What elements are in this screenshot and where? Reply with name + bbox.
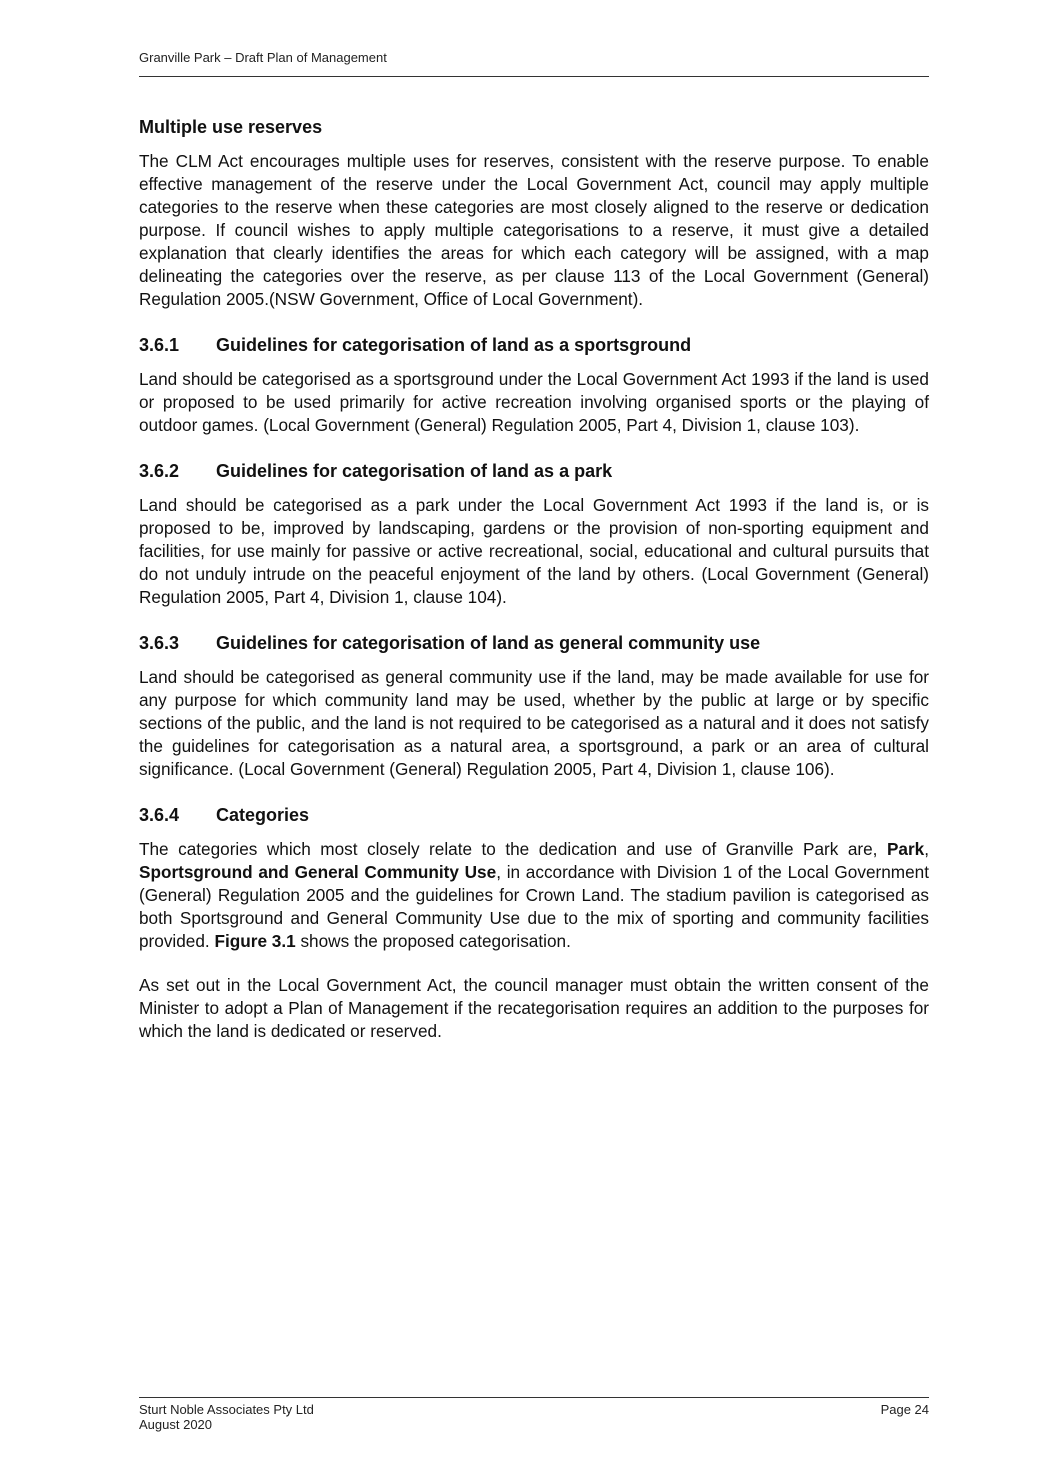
section-number: 3.6.3 (139, 633, 180, 653)
section-heading-3-6-2 (139, 458, 929, 484)
section-title: Categories (216, 805, 310, 825)
community-use-paragraph: Land should be categorised as general community use if the land, may be made available for use for any purpose for which community land may be used, whether by the public at large or by specific sections of the public, and the land is not required to be categorised as a natural and it does not satisfy the guidelines for categorisation as a natural area, a sportsground, a park or an area of cultural significance. (Local Government (General) Regulation 2005, Part 4, Division 1, clause 106). (139, 667, 929, 779)
header-divider (139, 76, 929, 77)
section-heading-3-6-4 (139, 802, 929, 828)
footer-divider (139, 1397, 929, 1398)
section-heading-3-6-1 (139, 332, 929, 358)
footer-company: Sturt Noble Associates Pty Ltd (139, 1402, 314, 1417)
section-number: 3.6.4 (139, 805, 180, 825)
section-number: 3.6.2 (139, 461, 180, 481)
sportsground-paragraph: Land should be categorised as a sportsground under the Local Government Act 1993 if the land is used or proposed to be used primarily for active recreation involving organised sports or the playing of outdoor games. (Local Government (General) Regulation 2005, Part 4, Division 1, clause 103). (139, 369, 929, 435)
footer-left (139, 1402, 314, 1432)
section-title: Guidelines for categorisation of land as a park (216, 461, 613, 481)
park-category-label: Park (886, 839, 925, 859)
minister-consent-paragraph: As set out in the Local Government Act, the council manager must obtain the written consent of the Minister to adopt a Plan of Management if the recategorisation requires an addition to the purposes for which the land is dedicated or reserved. (139, 975, 929, 1041)
section-title: Guidelines for categorisation of land as general community use (216, 633, 761, 653)
categories-end-text: shows the proposed categorisation. (295, 931, 571, 951)
page-content (139, 114, 929, 1064)
multiple-use-paragraph: The CLM Act encourages multiple uses for reserves, consistent with the reserve purpose. To enable effective management of the reserve under the Local Government Act, council may apply multiple categories to the reserve when these categories are most closely aligned to the reserve or dedication purpose. If council wishes to apply multiple categorisations to a reserve, it must give a detailed explanation that clearly identifies the areas for which each category will be assigned, with a map delineating the categories over the reserve, as per clause 113 of the Local Government (General) Regulation 2005.(NSW Government, Office of Local Government). (139, 151, 929, 309)
park-paragraph: Land should be categorised as a park under the Local Government Act 1993 if the land is, or is proposed to be, improved by landscaping, gardens or the provision of non-sporting equipment and facilities, for use mainly for passive or active recreational, social, educational and cultural pursuits that do not unduly intrude on the peaceful enjoyment of the land by others. (Local Government (General) Regulation 2005, Part 4, Division 1, clause 104). (139, 495, 929, 607)
categories-paragraph (139, 838, 929, 953)
multiple-use-heading: Multiple use reserves (139, 117, 323, 137)
section-heading-3-6-3 (139, 630, 929, 656)
sportsground-community-label: Sportsground and General Community Use (139, 862, 497, 882)
page-number: Page 24 (880, 1402, 929, 1417)
footer-date: August 2020 (139, 1417, 213, 1432)
categories-intro-text: The categories which most closely relate to the dedication and use of Granville Park are, (139, 839, 887, 859)
figure-reference: Figure 3.1 (214, 931, 296, 951)
running-header: Granville Park – Draft Plan of Management (139, 50, 387, 65)
section-title: Guidelines for categorisation of land as a sportsground (216, 335, 692, 355)
categories-middle-text: , in accordance with Division 1 of the Local Government (General) Regulation 2005 and the guidelines for Crown Land. The stadium pavilion is categorised as both Sportsground and General Community Use due to the mix of sporting and community facilities provided. (139, 862, 929, 951)
section-number: 3.6.1 (139, 335, 180, 355)
categories-separator-text: , (924, 839, 929, 859)
